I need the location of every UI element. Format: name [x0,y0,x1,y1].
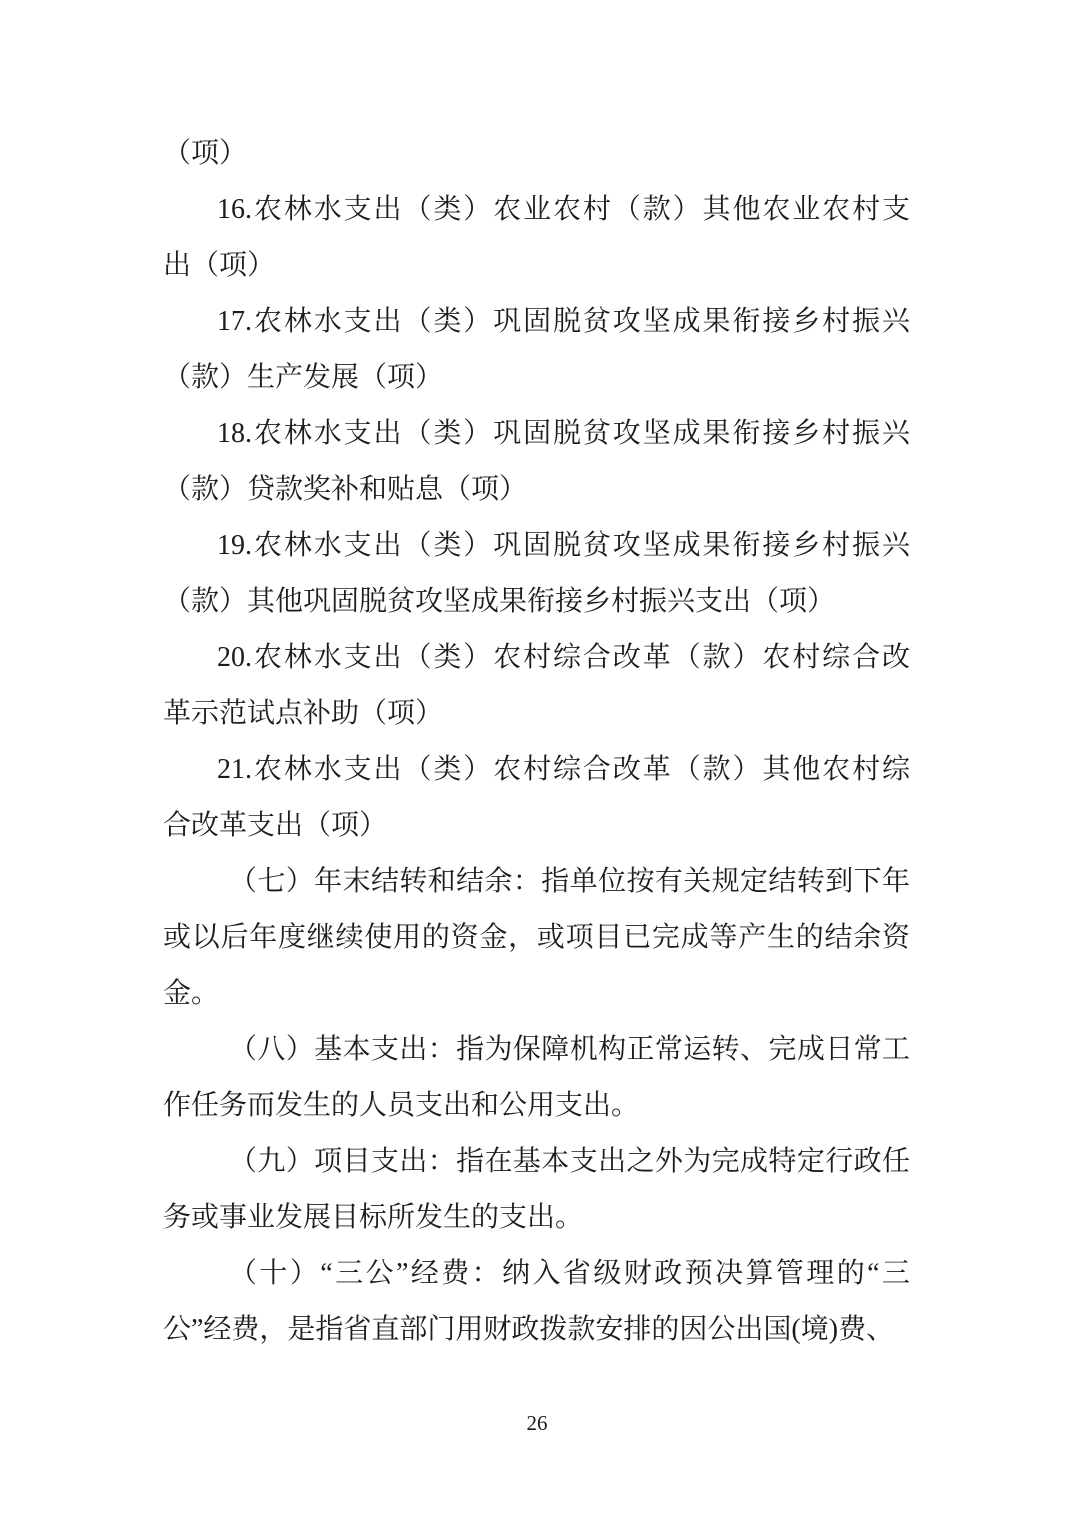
document-line: （九）项目支出：指在基本支出之外为完成特定行政任 [229,1146,910,1177]
document-line: 或以后年度继续使用的资金，或项目已完成等产生的结余资 [163,922,910,953]
document-line: 16.农林水支出（类）农业农村（款）其他农业农村支 [217,194,910,225]
document-line: 18.农林水支出（类）巩固脱贫攻坚成果衔接乡村振兴 [217,418,910,449]
document-line: （八）基本支出：指为保障机构正常运转、完成日常工 [229,1034,910,1065]
document-line: 务或事业发展目标所发生的支出。 [163,1202,584,1233]
document-line: （款）其他巩固脱贫攻坚成果衔接乡村振兴支出（项） [163,586,836,617]
document-line: 出（项） [163,250,276,281]
document-line: 19.农林水支出（类）巩固脱贫攻坚成果衔接乡村振兴 [217,530,910,561]
document-line: （款）生产发展（项） [163,362,444,393]
document-line: 金。 [163,978,220,1009]
document-line: （项） [163,138,248,169]
document-line: （款）贷款奖补和贴息（项） [163,474,528,505]
document-line: 作任务而发生的人员支出和公用支出。 [163,1090,640,1121]
document-line: 17.农林水支出（类）巩固脱贫攻坚成果衔接乡村振兴 [217,306,910,337]
document-line: 合改革支出（项） [163,810,388,841]
document-line: 20.农林水支出（类）农村综合改革（款）农村综合改 [217,642,910,673]
document-line: 革示范试点补助（项） [163,698,444,729]
page-number: 26 [526,1411,548,1435]
document-line: （七）年末结转和结余：指单位按有关规定结转到下年 [229,866,910,897]
document-line: 公”经费，是指省直部门用财政拨款安排的因公出国(境)费、 [163,1314,895,1345]
document-line: （十）“三公”经费：纳入省级财政预决算管理的“三 [229,1258,910,1289]
document-body [163,126,910,1358]
document-line: 21.农林水支出（类）农村综合改革（款）其他农村综 [217,754,910,785]
